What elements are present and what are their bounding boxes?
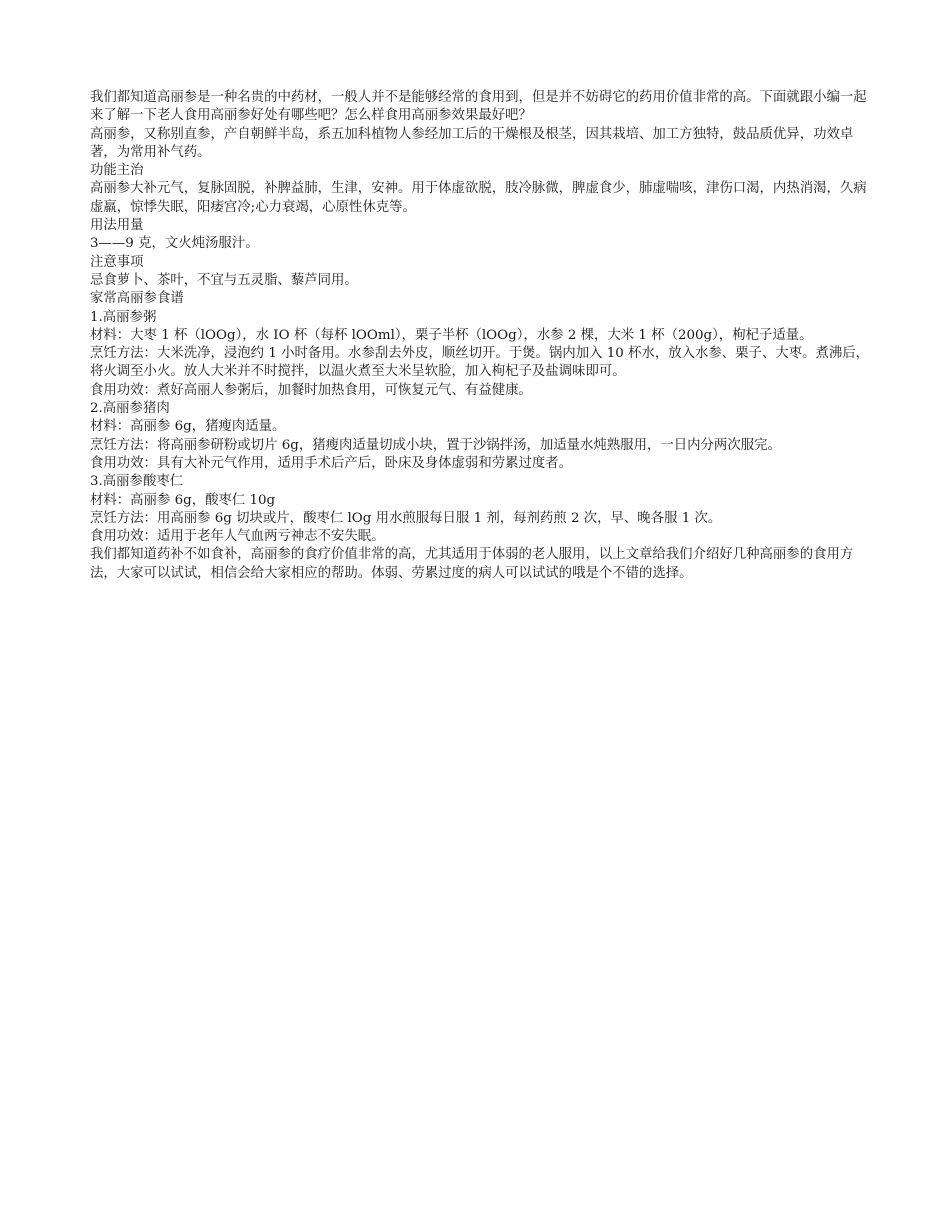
- recipe-2-materials: 材料：高丽参 6g，猪瘦肉适量。: [90, 419, 286, 435]
- notes-heading: 注意事项: [90, 254, 144, 270]
- recipe-2-effect: 食用功效：具有大补元气作用，适用手术后产后，卧床及身体虚弱和劳累过度者。: [90, 455, 573, 471]
- recipe-3-materials: 材料：高丽参 6g，酸枣仁 10g: [90, 492, 276, 508]
- recipe-1-method: 烹饪方法：大米洗净，浸泡约 1 小时备用。水参刮去外皮，顺丝切开。于煲。锅内加入 10 杯水，放入水参、栗子、大枣。煮沸后，将火调至小火。放人大米并不时搅拌，以温火煮至大米呈软脸，加入枸杞子及盐调味即可。: [90, 346, 870, 380]
- conclusion-paragraph: 我们都知道药补不如食补，高丽参的食疗价值非常的高，尤其适用于体弱的老人服用，以上文章给我们介绍好几种高丽参的食用方法，大家可以试试，相信会给大家相应的帮助。体弱、劳累过度的病人可以试试的哦是个不错的选择。: [90, 547, 854, 581]
- dosage-heading: 用法用量: [90, 218, 144, 234]
- recipe-3-title: 3.高丽参酸枣仁: [90, 474, 184, 490]
- article-body: [90, 89, 875, 583]
- recipe-2-method: 烹饪方法：将高丽参研粉或切片 6g，猪瘦肉适量切成小块，置于沙锅拌汤，加适量水炖熟服用，一日内分两次服完。: [90, 437, 781, 453]
- recipe-3-method: 烹饪方法：用高丽参 6g 切块或片，酸枣仁 lOg 用水煎服每日服 1 剂，每剂药煎 2 次，早、晚各服 1 次。: [90, 510, 722, 526]
- description-paragraph: 高丽参，又称别直参，产自朝鲜半岛，系五加科植物人参经加工后的干燥根及根茎，因其栽培、加工方独特，鼓品质优异，功效卓著，为常用补气药。: [90, 126, 854, 160]
- recipe-2-title: 2.高丽参猪肉: [90, 401, 170, 417]
- recipe-3-effect: 食用功效：适用于老年人气血两亏神志不安失眠。: [90, 529, 385, 545]
- intro-paragraph: 我们都知道高丽参是一种名贵的中药材，一般人并不是能够经常的食用到，但是并不妨碍它的药用价值非常的高。下面就跟小编一起来了解一下老人食用高丽参好处有哪些吧？怎么样食用高丽参效果最好吧？: [90, 90, 867, 124]
- functions-paragraph: 高丽参大补元气，复脉固脱，补脾益肺，生津，安神。用于体虚欲脱，肢冷脉微，脾虚食少，肺虚喘咳，津伤口渴，内热消渴，久病虚羸，惊悸失眠，阳痿宫冷;心力衰竭，心原性休克等。: [90, 181, 867, 215]
- functions-heading: 功能主治: [90, 163, 144, 179]
- dosage-paragraph: 3——9 克，文火炖汤服汁。: [90, 236, 259, 252]
- recipe-1-title: 1.高丽参粥: [90, 309, 157, 325]
- notes-paragraph: 忌食萝卜、茶叶，不宜与五灵脂、藜芦同用。: [90, 272, 358, 288]
- recipe-1-materials: 材料：大枣 1 杯（lOOg），水 IO 杯（每杯 lOOml），栗子半杯（lOOg），水参 2 棵，大米 1 杯（200g），枸杞子适量。: [90, 327, 813, 343]
- recipes-heading: 家常高丽参食谱: [90, 291, 184, 307]
- recipe-1-effect: 食用功效：煮好高丽人参粥后，加餐时加热食用，可恢复元气、有益健康。: [90, 382, 532, 398]
